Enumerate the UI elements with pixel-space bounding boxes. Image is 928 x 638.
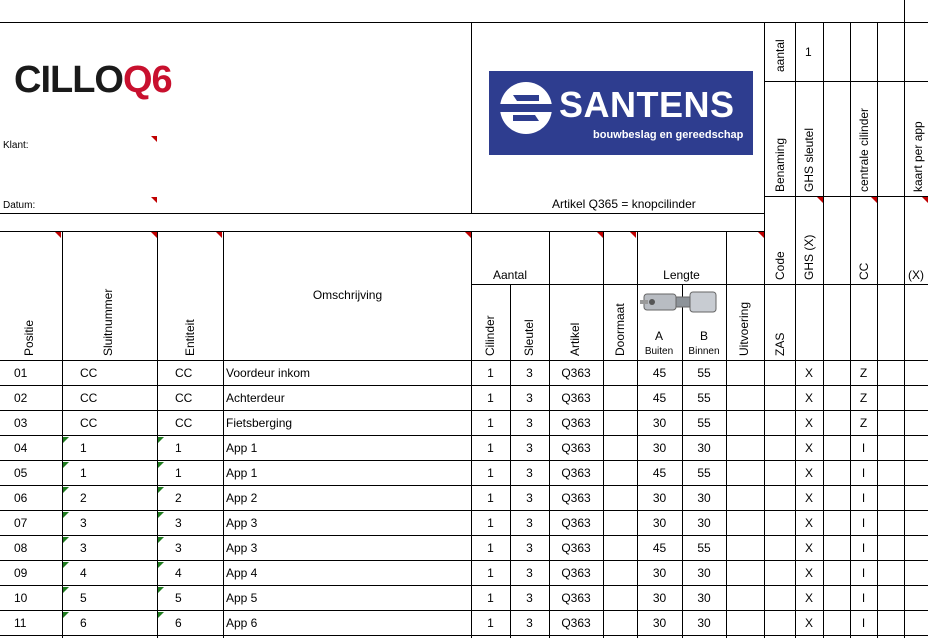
col-lengte: Lengte [663,268,700,282]
comment-marker [63,462,69,468]
comment-marker [63,487,69,493]
cell-omschrijving[interactable]: App 2 [226,491,258,505]
comment-marker [151,232,157,238]
cell-sleutel[interactable]: 3 [526,441,533,455]
cell-sluitnummer[interactable]: 6 [80,616,87,630]
cell-cc[interactable]: I [861,516,866,530]
side-col-line [904,0,905,638]
comment-marker [63,562,69,568]
cell-sluitnummer[interactable]: 3 [80,541,87,555]
cell-ghs[interactable]: X [804,516,813,530]
cell-sleutel[interactable]: 3 [526,491,533,505]
comment-marker [158,462,164,468]
ghs-sleutel-label: GHS sleutel [802,127,816,192]
col-b-sub: Binnen [688,346,720,357]
col-positie: Positie [22,319,36,356]
comment-marker [63,512,69,518]
cell-sluitnummer[interactable]: 4 [80,566,87,580]
col-artikel: Artikel [568,322,582,356]
cell-cc[interactable]: I [861,566,866,580]
cell-positie[interactable]: 09 [14,566,28,580]
cell-omschrijving[interactable]: App 1 [226,466,258,480]
cell-ghs[interactable]: X [804,366,813,380]
cell-artikel[interactable]: Q363 [561,566,591,580]
cell-artikel[interactable]: Q363 [561,591,591,605]
article-caption: Artikel Q365 = knopcilinder [552,197,696,211]
cell-sleutel[interactable]: 3 [526,516,533,530]
cell-b[interactable]: 30 [697,591,711,605]
comment-marker [465,232,471,238]
cell-b[interactable]: 55 [697,391,711,405]
cell-positie[interactable]: 06 [14,491,28,505]
datum-label: Datum: [3,200,36,211]
cell-sleutel[interactable]: 3 [526,616,533,630]
cell-a[interactable]: 45 [652,391,667,405]
cell-entiteit[interactable]: 3 [175,541,182,555]
comment-marker [817,197,823,203]
comment-marker [151,197,157,203]
cell-ghs[interactable]: X [804,416,813,430]
cell-entiteit[interactable]: CC [175,366,193,380]
cell-cc[interactable]: Z [859,366,868,380]
cell-entiteit[interactable]: 5 [175,591,182,605]
cell-cilinder[interactable]: 1 [487,416,494,430]
comment-marker [922,197,928,203]
cell-cc[interactable]: I [861,616,866,630]
cell-sleutel[interactable]: 3 [526,391,533,405]
cell-a[interactable]: 45 [652,466,667,480]
centrale-cilinder-label: centrale cilinder [857,107,871,192]
cell-b[interactable]: 55 [697,541,711,555]
cell-positie[interactable]: 08 [14,541,28,555]
cell-cilinder[interactable]: 1 [487,566,494,580]
cell-ghs[interactable]: X [804,616,813,630]
subheader-line [471,284,765,285]
cell-sluitnummer[interactable]: CC [80,416,98,430]
cell-positie[interactable]: 03 [14,416,28,430]
cell-cc[interactable]: I [861,591,866,605]
cell-sluitnummer[interactable]: 1 [80,441,87,455]
cell-b[interactable]: 55 [697,416,711,430]
cell-artikel[interactable]: Q363 [561,391,591,405]
cell-artikel[interactable]: Q363 [561,616,591,630]
cell-cilinder[interactable]: 1 [487,516,494,530]
cell-cilinder[interactable]: 1 [487,366,494,380]
cell-positie[interactable]: 05 [14,466,28,480]
cell-positie[interactable]: 10 [14,591,28,605]
cell-cilinder[interactable]: 1 [487,616,494,630]
kaart-per-app-label: kaart per app [911,121,925,192]
santens-tagline: bouwbeslag en gereedschap [593,129,744,141]
logo-divider [471,22,472,213]
side-row-line [765,81,928,82]
cell-b[interactable]: 30 [697,516,711,530]
cell-sleutel[interactable]: 3 [526,566,533,580]
cell-artikel[interactable]: Q363 [561,416,591,430]
cell-cc[interactable]: I [861,491,866,505]
x-label: (X) [908,268,924,282]
cell-ghs[interactable]: X [804,591,813,605]
cell-sluitnummer[interactable]: CC [80,391,98,405]
comment-marker [63,612,69,618]
cell-ghs[interactable]: X [804,566,813,580]
col-a: A [654,329,663,343]
cell-sluitnummer[interactable]: 2 [80,491,87,505]
cell-a[interactable]: 30 [652,441,667,455]
cell-b[interactable]: 30 [697,491,711,505]
comment-marker [158,537,164,543]
cell-positie[interactable]: 01 [14,366,28,380]
ghs-x-label: GHS (X) [802,234,816,280]
col-uitvoering: Uitvoering [737,301,751,356]
cell-b[interactable]: 30 [697,441,711,455]
comment-marker [151,136,157,142]
santens-name: SANTENS [559,84,735,125]
cc-label: CC [857,262,871,280]
side-row-line [765,284,928,285]
cell-sluitnummer[interactable]: 3 [80,516,87,530]
code-label: Code [773,251,787,280]
comment-marker [63,537,69,543]
comment-marker [158,487,164,493]
cell-b[interactable]: 55 [697,466,711,480]
comment-marker [63,587,69,593]
cell-omschrijving[interactable]: App 3 [226,516,258,530]
cell-ghs[interactable]: X [804,441,813,455]
cell-cilinder[interactable]: 1 [487,466,494,480]
cell-artikel[interactable]: Q363 [561,491,591,505]
cilloq-logo: CILLOQ6 [14,59,172,101]
cell-sleutel[interactable]: 3 [526,416,533,430]
cell-entiteit[interactable]: 1 [175,441,182,455]
cell-sleutel[interactable]: 3 [526,366,533,380]
comment-marker [158,612,164,618]
cell-cilinder[interactable]: 1 [487,491,494,505]
comment-marker [63,437,69,443]
cell-a[interactable]: 30 [652,616,667,630]
cell-omschrijving[interactable]: App 4 [226,566,258,580]
cell-cilinder[interactable]: 1 [487,591,494,605]
cell-sluitnummer[interactable]: 5 [80,591,87,605]
cell-cc[interactable]: I [861,541,866,555]
cell-ghs[interactable]: X [804,466,813,480]
cell-b[interactable]: 55 [697,366,711,380]
cell-entiteit[interactable]: 1 [175,466,182,480]
cell-artikel[interactable]: Q363 [561,466,591,480]
cell-sleutel[interactable]: 3 [526,591,533,605]
cell-b[interactable]: 30 [697,616,711,630]
zas-label: ZAS [773,332,787,356]
col-sleutel: Sleutel [522,319,536,356]
cell-cilinder[interactable]: 1 [487,541,494,555]
col-aantal: Aantal [492,268,528,282]
cell-a[interactable]: 30 [652,516,667,530]
col-a-sub: Buiten [644,346,674,357]
comment-marker [758,232,764,238]
side-row-line [765,196,928,197]
cell-entiteit[interactable]: CC [175,416,193,430]
comment-marker [158,587,164,593]
comment-marker [630,232,636,238]
comment-marker [871,197,877,203]
cell-entiteit[interactable]: 2 [175,491,182,505]
santens-logo [489,71,753,155]
cell-cc[interactable]: Z [859,416,868,430]
cell-omschrijving[interactable]: App 1 [226,441,258,455]
cell-ghs[interactable]: X [804,491,813,505]
cell-a[interactable]: 30 [652,566,667,580]
cell-a[interactable]: 30 [652,491,667,505]
col-sluitnummer: Sluitnummer [101,288,115,356]
cell-sluitnummer[interactable]: 1 [80,466,87,480]
cell-omschrijving[interactable]: App 5 [226,591,258,605]
col-entiteit: Entiteit [183,319,197,356]
col-omschrijving: Omschrijving [312,288,383,302]
header-bottom-line [0,213,765,214]
cell-a[interactable]: 45 [652,366,667,380]
comment-marker [158,512,164,518]
cell-entiteit[interactable]: 6 [175,616,182,630]
comment-marker [158,562,164,568]
cell-positie[interactable]: 02 [14,391,28,405]
side-panel-border [764,22,765,638]
cell-omschrijving[interactable]: Fietsberging [226,416,293,430]
cell-sleutel[interactable]: 3 [526,466,533,480]
comment-marker [158,437,164,443]
cell-positie[interactable]: 04 [14,441,28,455]
row-line [0,635,928,636]
cell-sleutel[interactable]: 3 [526,541,533,555]
table-top-line [0,231,765,232]
cylinder-image [640,288,722,318]
cell-omschrijving[interactable]: App 3 [226,541,258,555]
side-col-line [877,22,878,638]
cell-a[interactable]: 30 [652,416,667,430]
comment-marker [216,232,222,238]
cell-ghs[interactable]: X [804,541,813,555]
cell-omschrijving[interactable]: Voordeur inkom [226,366,311,380]
aantal-value: 1 [805,45,812,59]
comment-marker [55,232,61,238]
cell-artikel[interactable]: Q363 [561,441,591,455]
cell-ghs[interactable]: X [804,391,813,405]
cell-b[interactable]: 30 [697,566,711,580]
col-doormaat: Doormaat [613,303,627,356]
cell-entiteit[interactable]: CC [175,391,193,405]
cell-a[interactable]: 30 [652,591,667,605]
cell-artikel[interactable]: Q363 [561,516,591,530]
cell-positie[interactable]: 11 [14,616,27,630]
aantal-label: aantal [773,39,787,72]
col-b: B [699,329,708,343]
cell-a[interactable]: 45 [652,541,667,555]
comment-marker [597,232,603,238]
top-border [0,22,928,23]
cell-cc[interactable]: I [861,441,866,455]
col-cilinder: Cilinder [483,315,497,356]
cell-artikel[interactable]: Q363 [561,366,591,380]
cell-artikel[interactable]: Q363 [561,541,591,555]
cell-cilinder[interactable]: 1 [487,391,494,405]
klant-label: Klant: [3,140,29,151]
side-col-line [823,22,824,638]
cell-entiteit[interactable]: 4 [175,566,182,580]
cell-positie[interactable]: 07 [14,516,28,530]
cell-omschrijving[interactable]: Achterdeur [226,391,285,405]
cell-omschrijving[interactable]: App 6 [226,616,258,630]
cell-cilinder[interactable]: 1 [487,441,494,455]
cell-cc[interactable]: I [861,466,866,480]
cell-entiteit[interactable]: 3 [175,516,182,530]
benaming-label: Benaming [773,137,787,192]
cell-sluitnummer[interactable]: CC [80,366,98,380]
cell-cc[interactable]: Z [859,391,868,405]
